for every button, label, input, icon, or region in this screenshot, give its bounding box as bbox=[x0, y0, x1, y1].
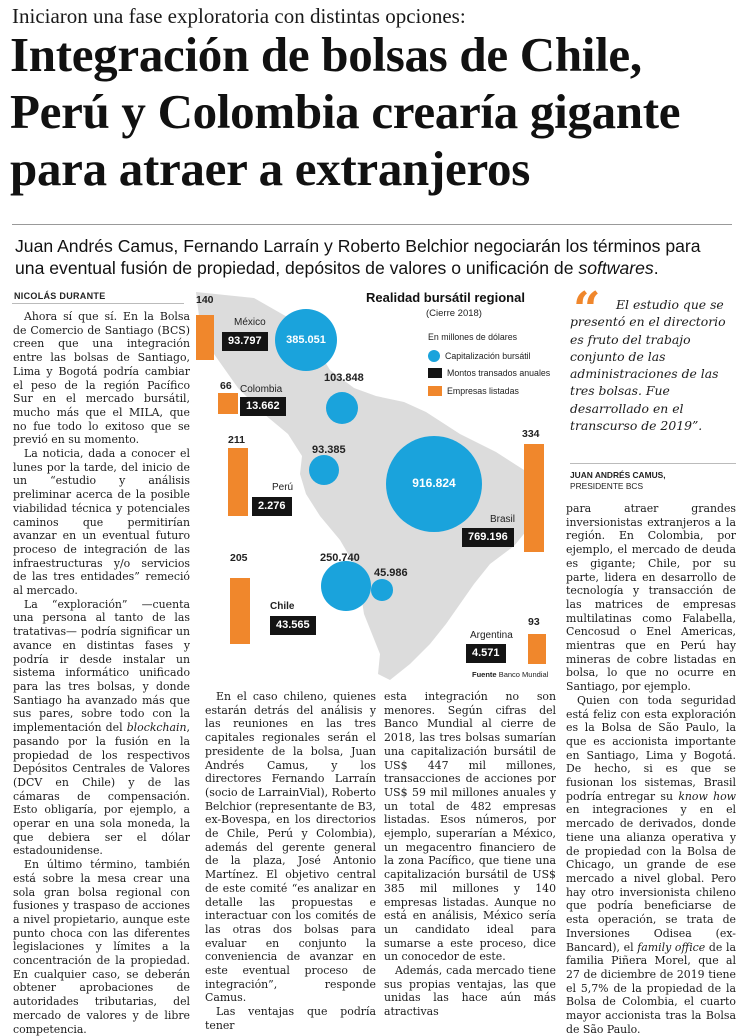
emp-bar-colombia bbox=[218, 393, 238, 414]
cap-label-colombia: 103.848 bbox=[324, 372, 364, 384]
quote-author: JUAN ANDRÉS CAMUS, bbox=[570, 470, 666, 480]
country-label-colombia: Colombia bbox=[240, 384, 283, 395]
col1-p3-start: La “exploración” —cuenta una persona al tanto de las tratativas— podría significar un avance en distintas fases y podría ir desde instalar un sistema informático unificado para las tres bolsas, y donde Santiago ha avanzado más que sus pares, sobre todo con la implementación del bbox=[13, 597, 190, 735]
byline-divider bbox=[12, 303, 184, 304]
country-label-mexico: México bbox=[234, 317, 266, 328]
emp-label-peru: 211 bbox=[228, 434, 245, 446]
cap-bubble-colombia bbox=[326, 392, 358, 424]
quote-mark-icon: “ bbox=[573, 282, 601, 338]
legend-units: En millones de dólares bbox=[428, 332, 517, 342]
deck-line-2-end: . bbox=[653, 258, 659, 278]
country-label-peru: Perú bbox=[272, 482, 294, 493]
emp-bar-mexico bbox=[196, 315, 214, 360]
emp-bar-brasil bbox=[524, 444, 544, 552]
col4-p2-emphasis-1: know how bbox=[678, 789, 736, 803]
col1-paragraph-1: Ahora sí que sí. En la Bolsa de Comercio de Santiago (BCS) creen que una integración entre las bolsas de Santiago, Lima y Bogotá podría cambiar el peso de la región Pacífico Sur en el mercado bursátil, mucho más que el MILA, que no fue todo lo exitoso que se previó en su momento. bbox=[13, 310, 190, 447]
country-label-argentina: Argentina bbox=[470, 630, 513, 641]
headline-line-1: Integración de bolsas de Chile, bbox=[10, 27, 642, 82]
quote-divider bbox=[570, 463, 736, 464]
col3-paragraph-1: esta integración no son menores. Según cifras del Banco Mundial al cierre de 2018, las tres bolsas sumarían una capitalización bursátil de US$ 447 mil millones, transacciones de acciones por US$ 59 mil millones anuales y un total de 482 empresas listadas. Esos números, por ejemplo, superarían a México, un megacentro financiero de la zona Pacífico, que tiene una capitalización bursátil de US$ 385 mil millones y 140 empresas listadas. Aunque no está en análisis, México sería un candidato ideal para sumarse a este proceso, dice un conocedor de este. bbox=[384, 690, 556, 964]
legend-cap-label: Capitalización bursátil bbox=[445, 351, 531, 361]
col3-paragraph-2: Además, cada mercado tiene sus propias ventajas, las que unidas las hace aún más atractivas bbox=[384, 964, 556, 1019]
vol-label-mexico: 93.797 bbox=[222, 332, 268, 351]
vol-label-colombia: 13.662 bbox=[240, 397, 286, 416]
country-label-brasil: Brasil bbox=[490, 514, 516, 525]
map-subtitle: (Cierre 2018) bbox=[426, 308, 482, 319]
deck-line-1: Juan Andrés Camus, Fernando Larraín y Roberto Belchior negociarán los términos para bbox=[15, 236, 701, 256]
cap-label-argentina: 45.986 bbox=[374, 567, 408, 579]
column-1 bbox=[13, 310, 190, 1036]
emp-label-argentina: 93 bbox=[528, 616, 540, 628]
column-3 bbox=[384, 690, 556, 1019]
cap-label-brasil: 916.824 bbox=[412, 476, 456, 490]
column-2 bbox=[205, 690, 376, 1033]
column-4 bbox=[566, 502, 736, 1036]
emp-label-brasil: 334 bbox=[522, 428, 540, 440]
vol-label-brasil: 769.196 bbox=[462, 528, 514, 547]
col1-paragraph-3 bbox=[13, 598, 190, 858]
regional-market-map bbox=[194, 284, 556, 684]
article-headline bbox=[10, 26, 735, 197]
col2-paragraph-2: Las ventajas que podría tener bbox=[205, 1005, 376, 1032]
col1-p3-emphasis: blockchain bbox=[126, 721, 187, 735]
col4-paragraph-2 bbox=[566, 694, 736, 1036]
vol-label-chile: 43.565 bbox=[270, 616, 316, 635]
map-title: Realidad bursátil regional bbox=[366, 290, 525, 305]
source-value: Banco Mundial bbox=[498, 670, 549, 679]
col2-paragraph-1: En el caso chileno, quienes estarán detrás del análisis y las reuniones en las tres capitales regionales serán el presidente de la bolsa, Juan Andrés Camus, y los directores Fernando Larraín (socio de LarrainVial), Roberto Belchior (representante de B3, ex-Bovespa, en los directorios de Chile, Perú y Colombia), además del gerente general de la plaza, José Antonio Martínez. El objetivo central de este comité “es analizar en detalle las propuestas e interactuar con los comités de las otras dos bolsas para evaluar en conjunto la conveniencia de avanzar en este eventual proceso de integración”, responde Camus. bbox=[205, 690, 376, 1005]
cap-label-peru: 93.385 bbox=[312, 444, 346, 456]
headline-line-3: para atraer a extranjeros bbox=[10, 141, 530, 196]
pull-quote: El estudio que se presentó en el directorio es fruto del trabajo conjunto de las administraciones de las tres bolsas. Fue desarrollado en el transcurso de 2019”. bbox=[570, 297, 726, 434]
col4-p2-emphasis-2: family office bbox=[637, 940, 706, 954]
emp-label-mexico: 140 bbox=[196, 294, 214, 306]
col4-p2-end: de la familia Piñera Morel, que al 27 de diciembre de 2019 tiene el 5,7% de la propiedad de la Bolsa de Colombia, el cuarto mayor accionista tras la Bolsa de São Paulo. bbox=[566, 940, 736, 1036]
emp-bar-chile bbox=[230, 578, 250, 644]
cap-bubble-chile bbox=[321, 561, 371, 611]
col1-paragraph-2: La noticia, dada a conocer el lunes por la tarde, del inicio de un “estudio y análisis preliminar acerca de la posible viabilidad técnica y potenciales caminos que permitirían avanzar en un eventual futuro proceso de integración de las infraestructuras y/o servicios de las tres entidades” remeció al mercado. bbox=[13, 447, 190, 598]
cap-bubble-argentina bbox=[371, 579, 393, 601]
legend-capitalization bbox=[428, 350, 531, 362]
map-source bbox=[472, 670, 548, 679]
col4-p2-start: Quien con toda seguridad está feliz con esta exploración es la Bolsa de São Paulo, la que es accionista importante en Santiago, Lima y Bogotá. De hecho, si es que se fusionan los sistemas, Brasil podría entregar su bbox=[566, 693, 736, 803]
country-label-chile: Chile bbox=[270, 601, 295, 612]
article-deck bbox=[15, 235, 730, 279]
legend-black-swatch bbox=[428, 368, 442, 378]
col4-p2-mid: en integraciones y en el mercado de derivados, donde tiene una alianza operativa y de propiedad con la Bolsa de Chicago, un grande de ese mercado a nivel global. Pero hay otro inversionista chileno que podría beneficiarse de esta operación, se trata de Inversiones Odisea (ex-Bancard), el bbox=[566, 803, 736, 954]
vol-label-peru: 2.276 bbox=[252, 497, 292, 516]
legend-volume bbox=[428, 368, 550, 378]
emp-label-colombia: 66 bbox=[220, 380, 232, 392]
emp-bar-peru bbox=[228, 448, 248, 516]
source-label: Fuente bbox=[472, 670, 497, 679]
col1-p3-end: , pasando por la fusión en la propiedad de los respectivos Depósitos Centrales de Valores (DCV en Chile) y de las cámaras de compensación. Esto obligaría, por ejemplo, a operar en una sola moneda, la que debiera ser el dólar estadounidense. bbox=[13, 721, 190, 858]
legend-circle-swatch bbox=[428, 350, 440, 362]
col1-paragraph-4: En último término, también está sobre la mesa crear una sola gran bolsa regional con fusiones y traspaso de acciones a nivel propietario, aunque este punto choca con las diferentes legislaciones y límites a la concentración de la propiedad. En cualquier caso, se deberán obtener aprobaciones de autoridades tributarias, del mercado de valores y de libre competencia. bbox=[13, 858, 190, 1036]
legend-emp-label: Empresas listadas bbox=[447, 386, 519, 396]
cap-label-mexico: 385.051 bbox=[286, 334, 326, 346]
legend-orange-swatch bbox=[428, 386, 442, 396]
legend-vol-label: Montos transados anuales bbox=[447, 368, 551, 378]
legend-companies bbox=[428, 386, 519, 396]
headline-divider bbox=[12, 224, 732, 225]
vol-label-argentina: 4.571 bbox=[466, 644, 506, 663]
cap-label-chile: 250.740 bbox=[320, 552, 360, 564]
article-kicker: Iniciaron una fase exploratoria con distintas opciones: bbox=[12, 4, 466, 28]
deck-line-2: una eventual fusión de propiedad, depósitos de valores o unificación de bbox=[15, 258, 579, 278]
headline-line-2: Perú y Colombia crearía gigante bbox=[10, 84, 681, 139]
byline: NICOLÁS DURANTE bbox=[14, 291, 106, 301]
emp-label-chile: 205 bbox=[230, 552, 248, 564]
emp-bar-argentina bbox=[528, 634, 546, 664]
col4-paragraph-1: para atraer grandes inversionistas extranjeros a la región. En Colombia, por ejemplo, el mercado de deuda es gigante; Chile, por su parte, lidera en desarrollo de tecnología y transacción de las matrices de empresas multilatinas como Falabella, Cencosud o Enel Americas, mientras que en Perú hay mineras de cobre listadas en bolsa, lo que no ocurre en Santiago, por ejemplo. bbox=[566, 502, 736, 694]
deck-emphasis: softwares bbox=[578, 258, 654, 278]
quote-author-role: PRESIDENTE BCS bbox=[570, 481, 644, 491]
